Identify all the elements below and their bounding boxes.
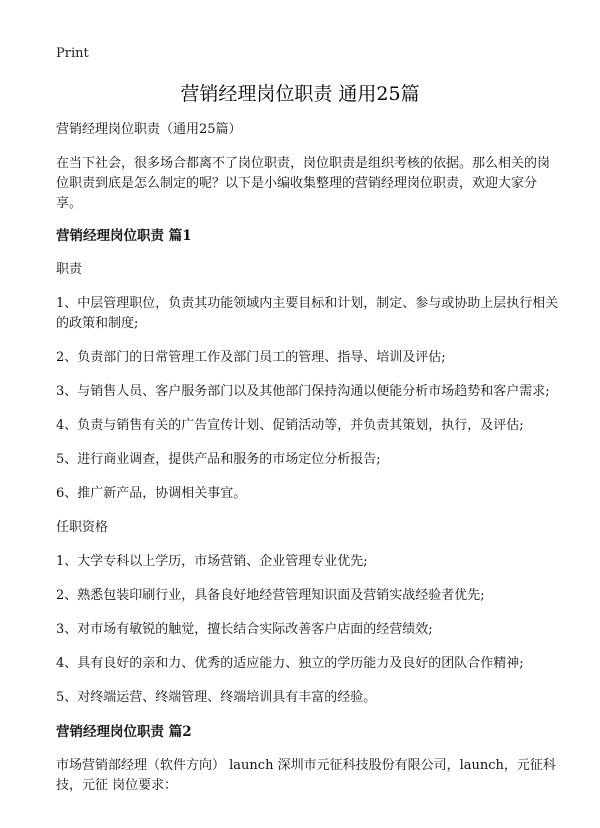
duty-item: 5、进行商业调查，提供产品和服务的市场定位分析报告;: [56, 452, 381, 467]
qualification-item: 4、具有良好的亲和力、优秀的适应能力、独立的学历能力及良好的团队合作精神;: [56, 656, 524, 671]
section-heading-2: 营销经理岗位职责 篇2: [56, 724, 192, 740]
qualification-item: 1、大学专科以上学历，市场营销、企业管理专业优先;: [56, 554, 368, 569]
intro-paragraph: 在当下社会，很多场合都离不了岗位职责，岗位职责是组织考核的依据。那么相关的岗位职责到底是怎么制定的呢？以下是小编收集整理的营销经理岗位职责，欢迎大家分享。: [56, 156, 551, 211]
qualification-item: 5、对终端运营、终端管理、终端培训具有丰富的经验。: [56, 690, 377, 705]
duty-item: 2、负责部门的日常管理工作及部门员工的管理、指导、培训及评估;: [56, 350, 446, 365]
duty-item: 1、中层管理职位，负责其功能领域内主要目标和计划，制定、参与或协助上层执行相关的政策和制度;: [56, 296, 559, 331]
section2-paragraph: 市场营销部经理（软件方向） launch 深圳市元征科技股份有限公司，launch，元征科技，元征 岗位要求：: [56, 758, 556, 793]
duty-item: 6、推广新产品，协调相关事宜。: [56, 486, 247, 501]
duty-item: 4、负责与销售有关的广告宣传计划、促销活动等，并负责其策划，执行，及评估;: [56, 418, 524, 433]
document-title: 营销经理岗位职责 通用25篇: [180, 83, 420, 105]
qualification-item: 3、对市场有敏锐的触觉，擅长结合实际改善客户店面的经营绩效;: [56, 622, 433, 637]
document-subtitle: 营销经理岗位职责（通用25篇）: [56, 122, 242, 137]
print-label: Print: [56, 46, 89, 61]
section-heading-1: 营销经理岗位职责 篇1: [56, 228, 192, 244]
qualifications-label: 任职资格: [56, 520, 109, 535]
duty-item: 3、与销售人员、客户服务部门以及其他部门保持沟通以便能分析市场趋势和客户需求;: [56, 384, 550, 399]
qualification-item: 2、熟悉包装印刷行业，具备良好地经营管理知识面及营销实战经验者优先;: [56, 588, 485, 603]
document-body: [56, 120, 560, 808]
duties-label: 职责: [56, 262, 83, 277]
